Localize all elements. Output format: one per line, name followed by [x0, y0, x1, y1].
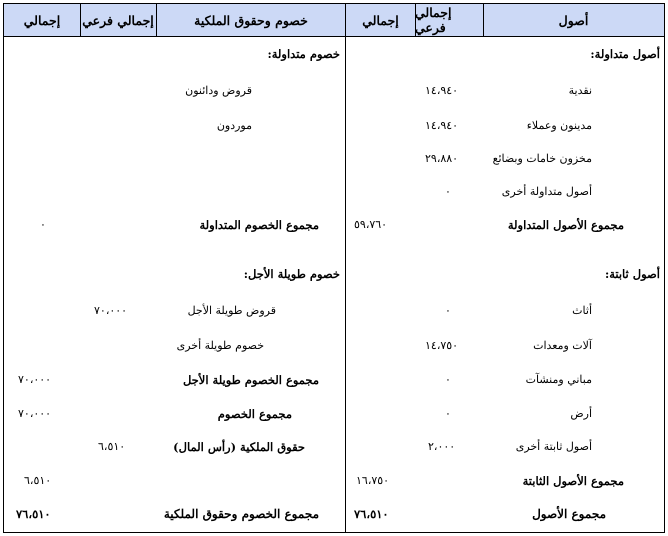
asset-sub-furniture: ٠: [445, 304, 451, 317]
fixed-assets-heading: أصول ثابتة:: [604, 267, 660, 281]
asset-sub-other-current: ٠: [445, 185, 451, 198]
long-term-liabilities-heading: خصوم طويلة الأجل:: [243, 267, 340, 281]
liab-label-long-loans: قروض طويلة الأجل: [187, 304, 276, 317]
asset-label-cash: نقدية: [568, 84, 592, 97]
liab-label-total-liabilities: مجموع الخصوم: [217, 407, 292, 421]
asset-sub-other-fixed: ٢،٠٠٠: [428, 440, 456, 453]
asset-sub-cash: ١٤،٩٤٠: [425, 84, 459, 97]
header-asset-total: إجمالي: [346, 4, 415, 37]
column-divider: [80, 4, 81, 37]
asset-label-land: أرض: [570, 407, 592, 420]
asset-sub-inventory: ٢٩،٨٨٠: [425, 152, 459, 165]
liab-label-other-long: خصوم طويلة أخرى: [176, 339, 264, 352]
asset-label-total-current: مجموع الأصول المتداولة: [507, 218, 624, 232]
asset-label-machinery: آلات ومعدات: [533, 339, 592, 352]
liab-sub-equity: ٦،٥١٠: [98, 440, 126, 453]
column-divider: [483, 4, 484, 37]
header-liab-subtotal: إجمالي فرعي: [80, 4, 156, 37]
liab-label-suppliers: موردون: [216, 119, 252, 132]
asset-total-current: ٥٩،٧٦٠: [354, 218, 388, 231]
column-divider: [415, 4, 416, 37]
column-divider: [156, 4, 157, 37]
liab-total-long: ٧٠،٠٠٠: [18, 373, 52, 386]
asset-sub-machinery: ١٤،٧٥٠: [425, 339, 459, 352]
balance-sheet-table: [3, 3, 665, 533]
liab-total-equity: ٦،٥١٠: [24, 474, 52, 487]
asset-total-fixed: ١٦،٧٥٠: [356, 474, 390, 487]
liab-label-total-long: مجموع الخصوم طويلة الأجل: [182, 373, 319, 387]
current-liabilities-heading: خصوم متداولة:: [267, 47, 340, 61]
liab-label-grand-total: مجموع الخصوم وحقوق الملكية: [163, 507, 319, 521]
asset-label-buildings: مباني ومنشآت: [525, 373, 592, 386]
asset-label-total-assets: مجموع الأصول: [532, 507, 606, 521]
asset-label-furniture: أثاث: [572, 304, 592, 317]
liab-label-loans: قروض ودائنون: [185, 84, 252, 97]
asset-sub-buildings: ٠: [445, 373, 451, 386]
center-divider: [345, 4, 346, 532]
asset-label-other-current: أصول متداولة أخرى: [501, 185, 592, 198]
liab-total-liabilities: ٧٠،٠٠٠: [18, 407, 52, 420]
header-asset-subtotal: إجمالي فرعي: [415, 4, 483, 37]
asset-label-receivables: مدينون وعملاء: [526, 119, 592, 132]
header-liab-title: خصوم وحقوق الملكية: [156, 4, 346, 37]
liab-sub-long-loans: ٧٠،٠٠٠: [94, 304, 128, 317]
liab-label-equity: حقوق الملكية (رأس المال): [173, 440, 305, 454]
asset-sub-receivables: ١٤،٩٤٠: [425, 119, 459, 132]
asset-label-inventory: مخزون خامات وبضائع: [492, 152, 592, 165]
current-assets-heading: أصول متداولة:: [590, 47, 660, 61]
liab-label-total-current: مجموع الخصوم المتداولة: [199, 218, 319, 232]
asset-total-assets: ٧٦،٥١٠: [354, 507, 389, 521]
asset-label-total-fixed: مجموع الأصول الثابتة: [522, 474, 624, 488]
header-liab-total: إجمالي: [4, 4, 80, 37]
asset-label-other-fixed: أصول ثابتة أخرى: [515, 440, 592, 453]
liab-total-current: ٠: [40, 218, 46, 231]
asset-sub-land: ٠: [445, 407, 451, 420]
header-asset-title: أصول: [483, 4, 664, 37]
liab-grand-total: ٧٦،٥١٠: [16, 507, 51, 521]
